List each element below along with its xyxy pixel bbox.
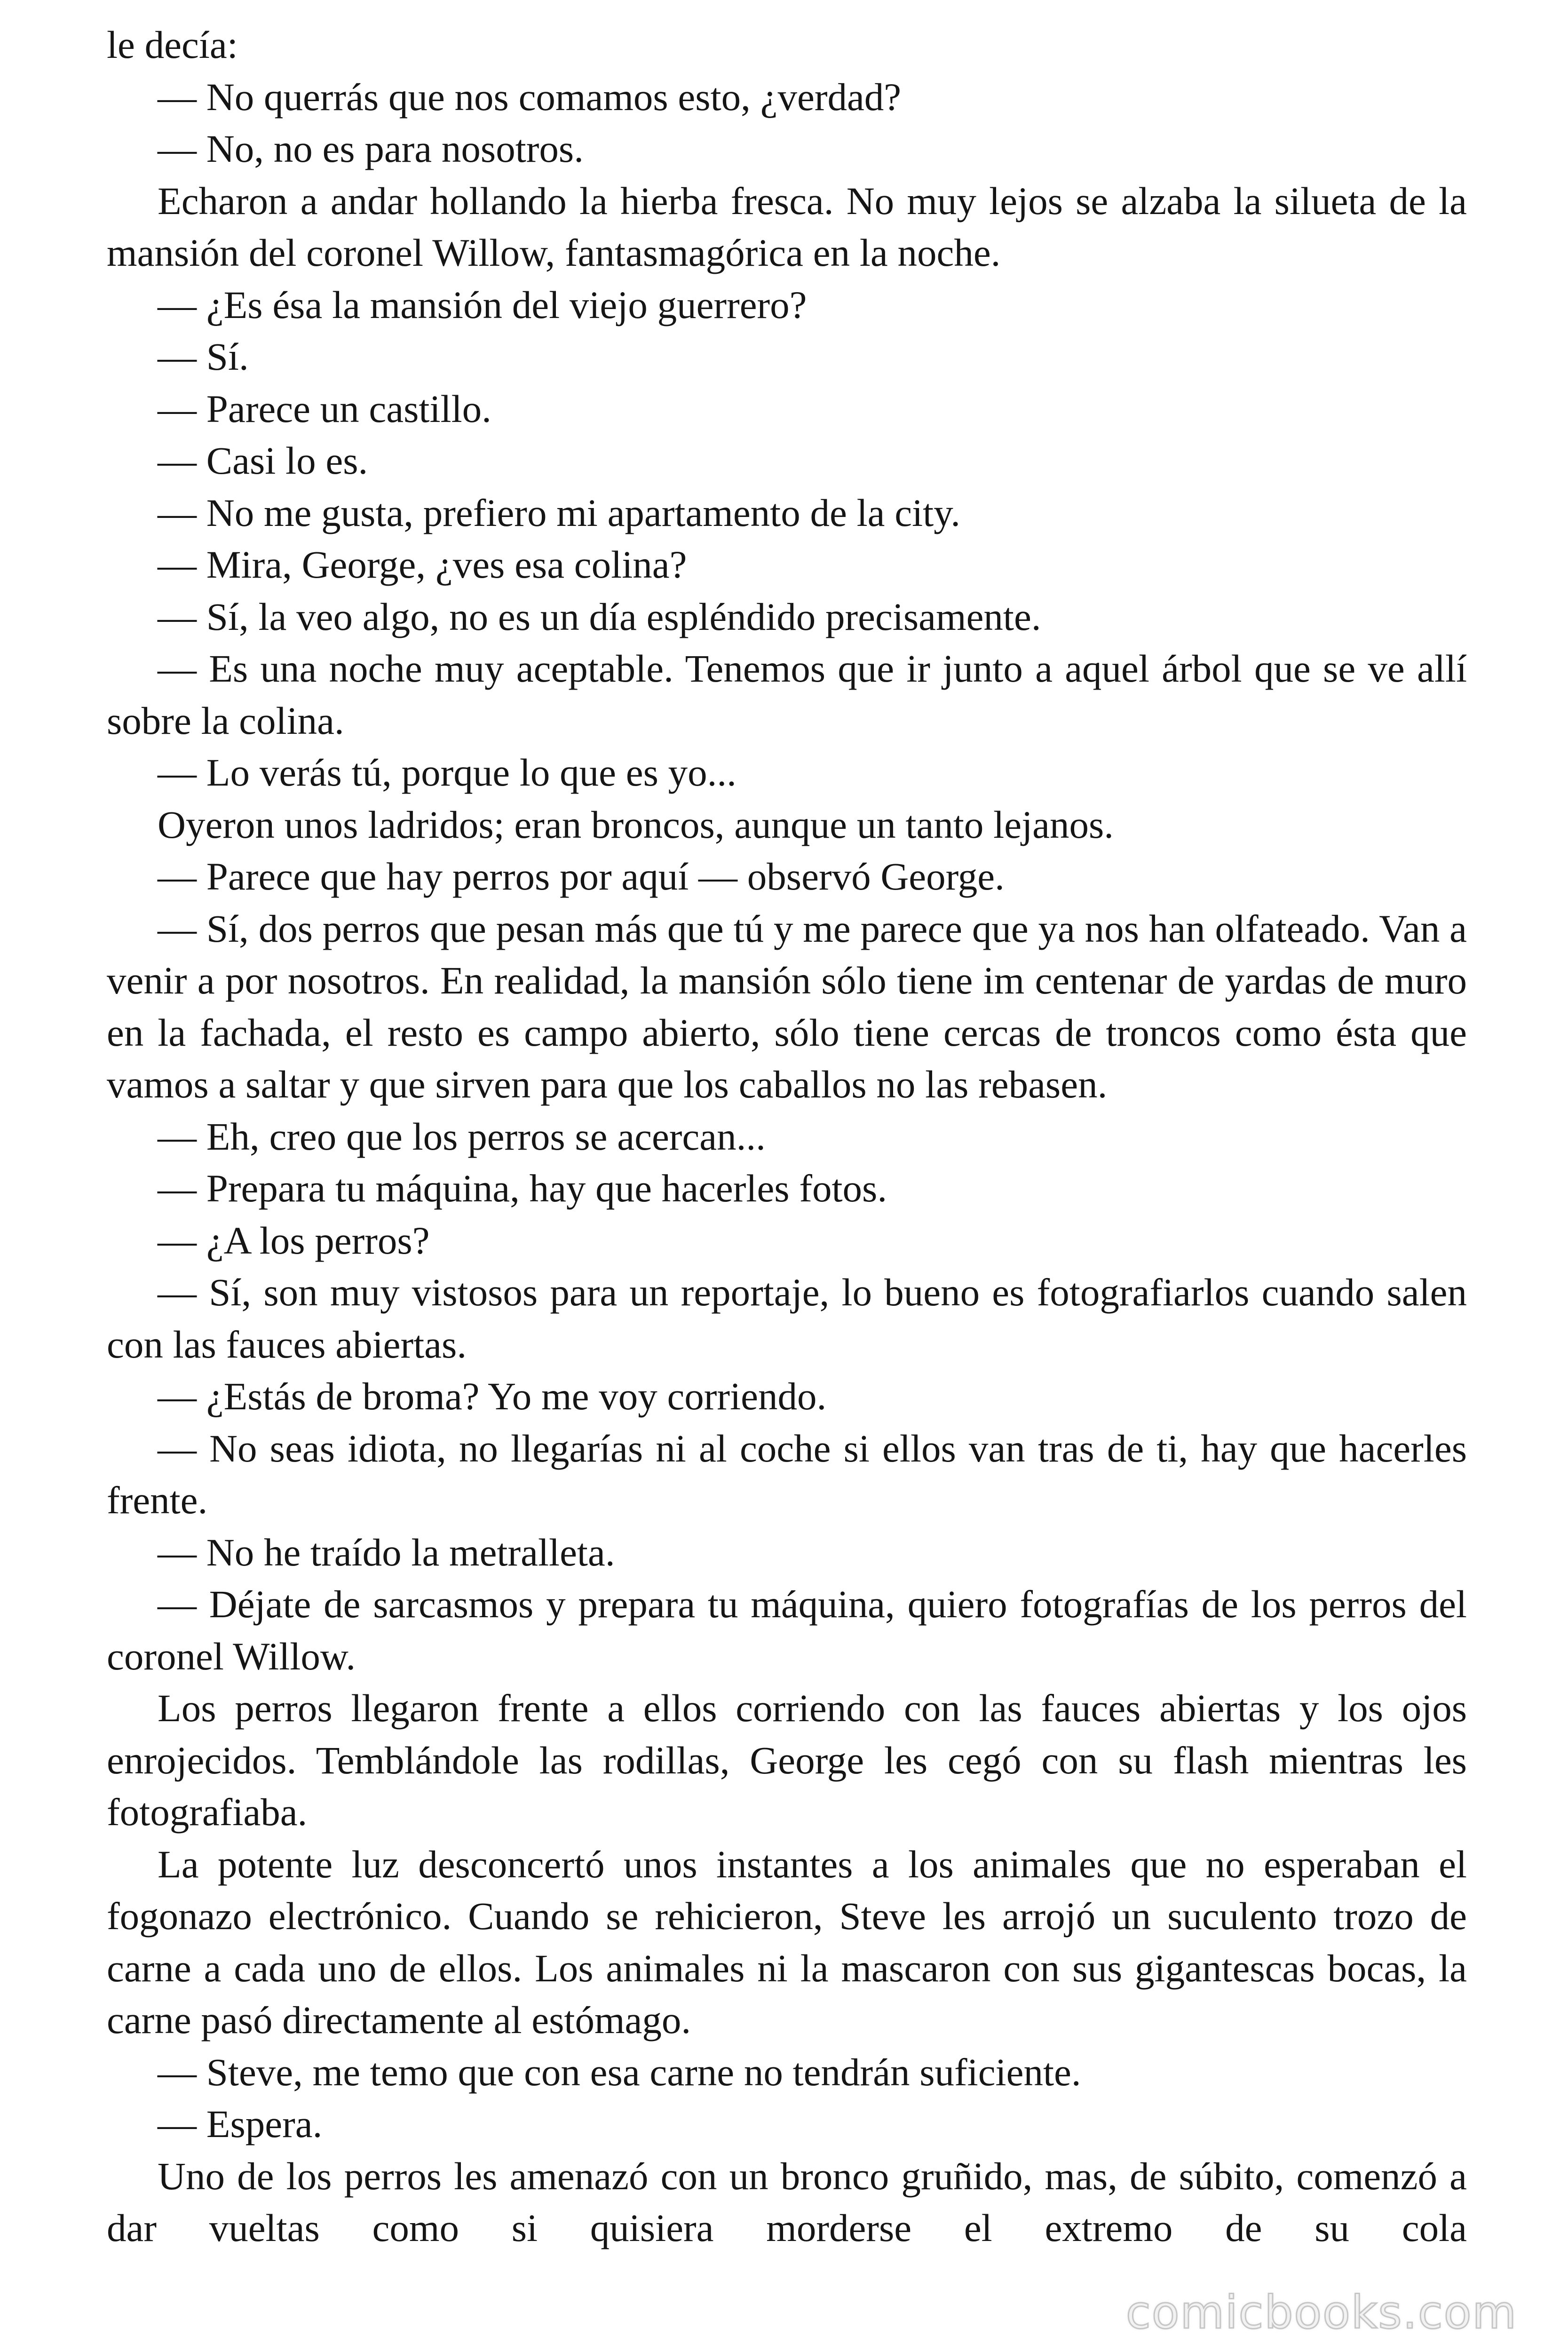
narrative-paragraph: Los perros llegaron frente a ellos corriendo con las fauces abiertas y los ojos enrojecidos. Temblándole las rodillas, George les cegó con su flash mientras les fotografiaba. <box>107 1686 1467 1834</box>
dialogue-line: — Es una noche muy aceptable. Tenemos que ir junto a aquel árbol que se ve allí sobre la colina. <box>107 647 1467 742</box>
dialogue-line: — Casi lo es. <box>158 439 368 482</box>
dialogue-line: — No seas idiota, no llegarías ni al coche si ellos van tras de ti, hay que hacerles frente. <box>107 1426 1467 1522</box>
dialogue-line: — No querrás que nos comamos esto, ¿verdad? <box>158 75 902 119</box>
dialogue-line: — ¿Es ésa la mansión del viejo guerrero? <box>158 283 807 326</box>
dialogue-line: — ¿A los perros? <box>158 1218 430 1262</box>
book-page-text <box>107 19 1467 2254</box>
dialogue-line: — No he traído la metralleta. <box>158 1530 615 1574</box>
dialogue-line: — Lo verás tú, porque lo que es yo... <box>158 751 736 794</box>
dialogue-line: — Eh, creo que los perros se acercan... <box>158 1114 766 1158</box>
dialogue-line: — Prepara tu máquina, hay que hacerles fotos. <box>158 1167 887 1210</box>
dialogue-line: — Sí. <box>158 335 249 378</box>
narrative-paragraph: Oyeron unos ladridos; eran broncos, aunque un tanto lejanos. <box>158 803 1114 846</box>
narrative-paragraph: Echaron a andar hollando la hierba fresca. No muy lejos se alzaba la silueta de la mansión del coronel Willow, fantasmagórica en la noche. <box>107 179 1467 274</box>
dialogue-line: — Sí, dos perros que pesan más que tú y me parece que ya nos han olfateado. Van a venir a por nosotros. En realidad, la mansión sólo tiene im centenar de yardas de muro en la fachada, el resto es campo abierto, sólo tiene cercas de troncos como ésta que vamos a saltar y que sirven para que los caballos no las rebasen. <box>107 906 1467 1106</box>
dialogue-line: — ¿Estás de broma? Yo me voy corriendo. <box>158 1375 827 1418</box>
narrative-paragraph: La potente luz desconcertó unos instantes a los animales que no esperaban el fogonazo electrónico. Cuando se rehicieron, Steve les arrojó un suculento trozo de carne a cada uno de ellos. Los animales ni la mascaron con sus gigantescas bocas, la carne pasó directamente al estómago. <box>107 1842 1467 2042</box>
watermark-logo: comicbooks.com <box>1125 2286 1517 2339</box>
narrative-paragraph: Uno de los perros les amenazó con un bronco gruñido, mas, de súbito, comenzó a dar vueltas como si quisiera morderse el extremo de su cola <box>107 2154 1467 2249</box>
dialogue-line: — Sí, la veo algo, no es un día espléndido precisamente. <box>158 595 1041 638</box>
dialogue-line: — Parece que hay perros por aquí — observó George. <box>158 855 1005 898</box>
dialogue-line: — Déjate de sarcasmos y prepara tu máquina, quiero fotografías de los perros del coronel Willow. <box>107 1582 1467 1678</box>
dialogue-line: — Espera. <box>158 2102 323 2145</box>
dialogue-line: — Mira, George, ¿ves esa colina? <box>158 543 687 586</box>
dialogue-line: — No, no es para nosotros. <box>158 127 584 170</box>
paragraph-continuation: le decía: <box>107 23 238 66</box>
dialogue-line: — No me gusta, prefiero mi apartamento de la city. <box>158 491 961 534</box>
dialogue-line: — Steve, me temo que con esa carne no tendrán suficiente. <box>158 2050 1081 2094</box>
dialogue-line: — Sí, son muy vistosos para un reportaje, lo bueno es fotografiarlos cuando salen con las fauces abiertas. <box>107 1271 1467 1366</box>
dialogue-line: — Parece un castillo. <box>158 387 491 430</box>
